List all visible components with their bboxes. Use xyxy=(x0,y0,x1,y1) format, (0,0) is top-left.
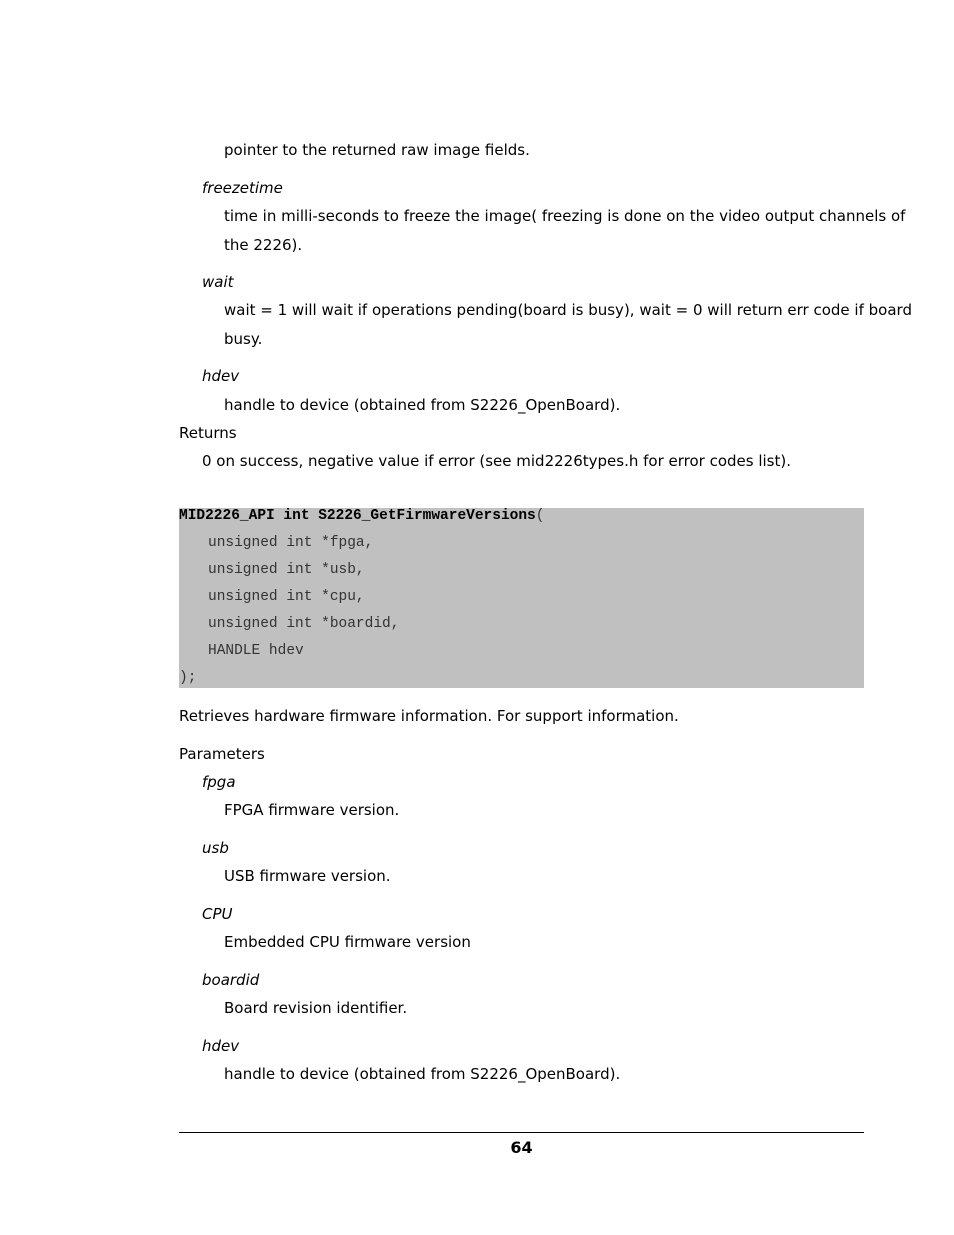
param-desc-wait-line2: busy. xyxy=(224,330,263,348)
param-name-cpu: CPU xyxy=(202,905,233,923)
param-name-hdev: hdev xyxy=(202,1037,240,1055)
page-number: 64 xyxy=(510,1138,533,1157)
param-desc-freezetime-line1: time in milli-seconds to freeze the image( freezing is done on the video output channels of xyxy=(224,207,906,225)
param-desc-cpu: Embedded CPU firmware version xyxy=(224,933,471,951)
code-block xyxy=(179,508,864,688)
function-summary: Retrieves hardware firmware information. For support information. xyxy=(179,707,679,725)
code-arg-cpu: unsigned int *cpu, xyxy=(208,589,365,605)
parameters-label: Parameters xyxy=(179,745,265,763)
param-name-wait: wait xyxy=(202,273,234,291)
param-name-fpga: fpga xyxy=(202,773,236,791)
param-desc-boardid: Board revision identifier. xyxy=(224,999,408,1017)
param-desc-hdev: handle to device (obtained from S2226_OpenBoard). xyxy=(224,1065,621,1083)
signature-text: MID2226_API int S2226_GetFirmwareVersions xyxy=(179,508,536,524)
param-name-boardid: boardid xyxy=(202,971,260,989)
param-name-freezetime: freezetime xyxy=(202,179,283,197)
param-desc-fpga: FPGA firmware version. xyxy=(224,801,400,819)
param-desc-hdev-top: handle to device (obtained from S2226_OpenBoard). xyxy=(224,396,621,414)
code-arg-fpga: unsigned int *fpga, xyxy=(208,535,374,551)
footer-rule xyxy=(179,1132,864,1133)
param-name-hdev-top: hdev xyxy=(202,367,240,385)
param-name-usb: usb xyxy=(202,839,229,857)
code-close: ); xyxy=(179,670,197,686)
returns-label: Returns xyxy=(179,424,237,442)
code-arg-usb: unsigned int *usb, xyxy=(208,562,365,578)
param-desc-freezetime-line2: the 2226). xyxy=(224,236,303,254)
param-desc-wait-line1: wait = 1 will wait if operations pending(board is busy), wait = 0 will return err code if board xyxy=(224,301,912,319)
param-desc-continued: pointer to the returned raw image fields. xyxy=(224,141,530,159)
code-arg-boardid: unsigned int *boardid, xyxy=(208,616,400,632)
code-arg-hdev: HANDLE hdev xyxy=(208,643,304,659)
open-paren: ( xyxy=(535,508,545,524)
returns-text: 0 on success, negative value if error (see mid2226types.h for error codes list). xyxy=(202,452,791,470)
function-signature xyxy=(179,507,544,525)
param-desc-usb: USB firmware version. xyxy=(224,867,391,885)
